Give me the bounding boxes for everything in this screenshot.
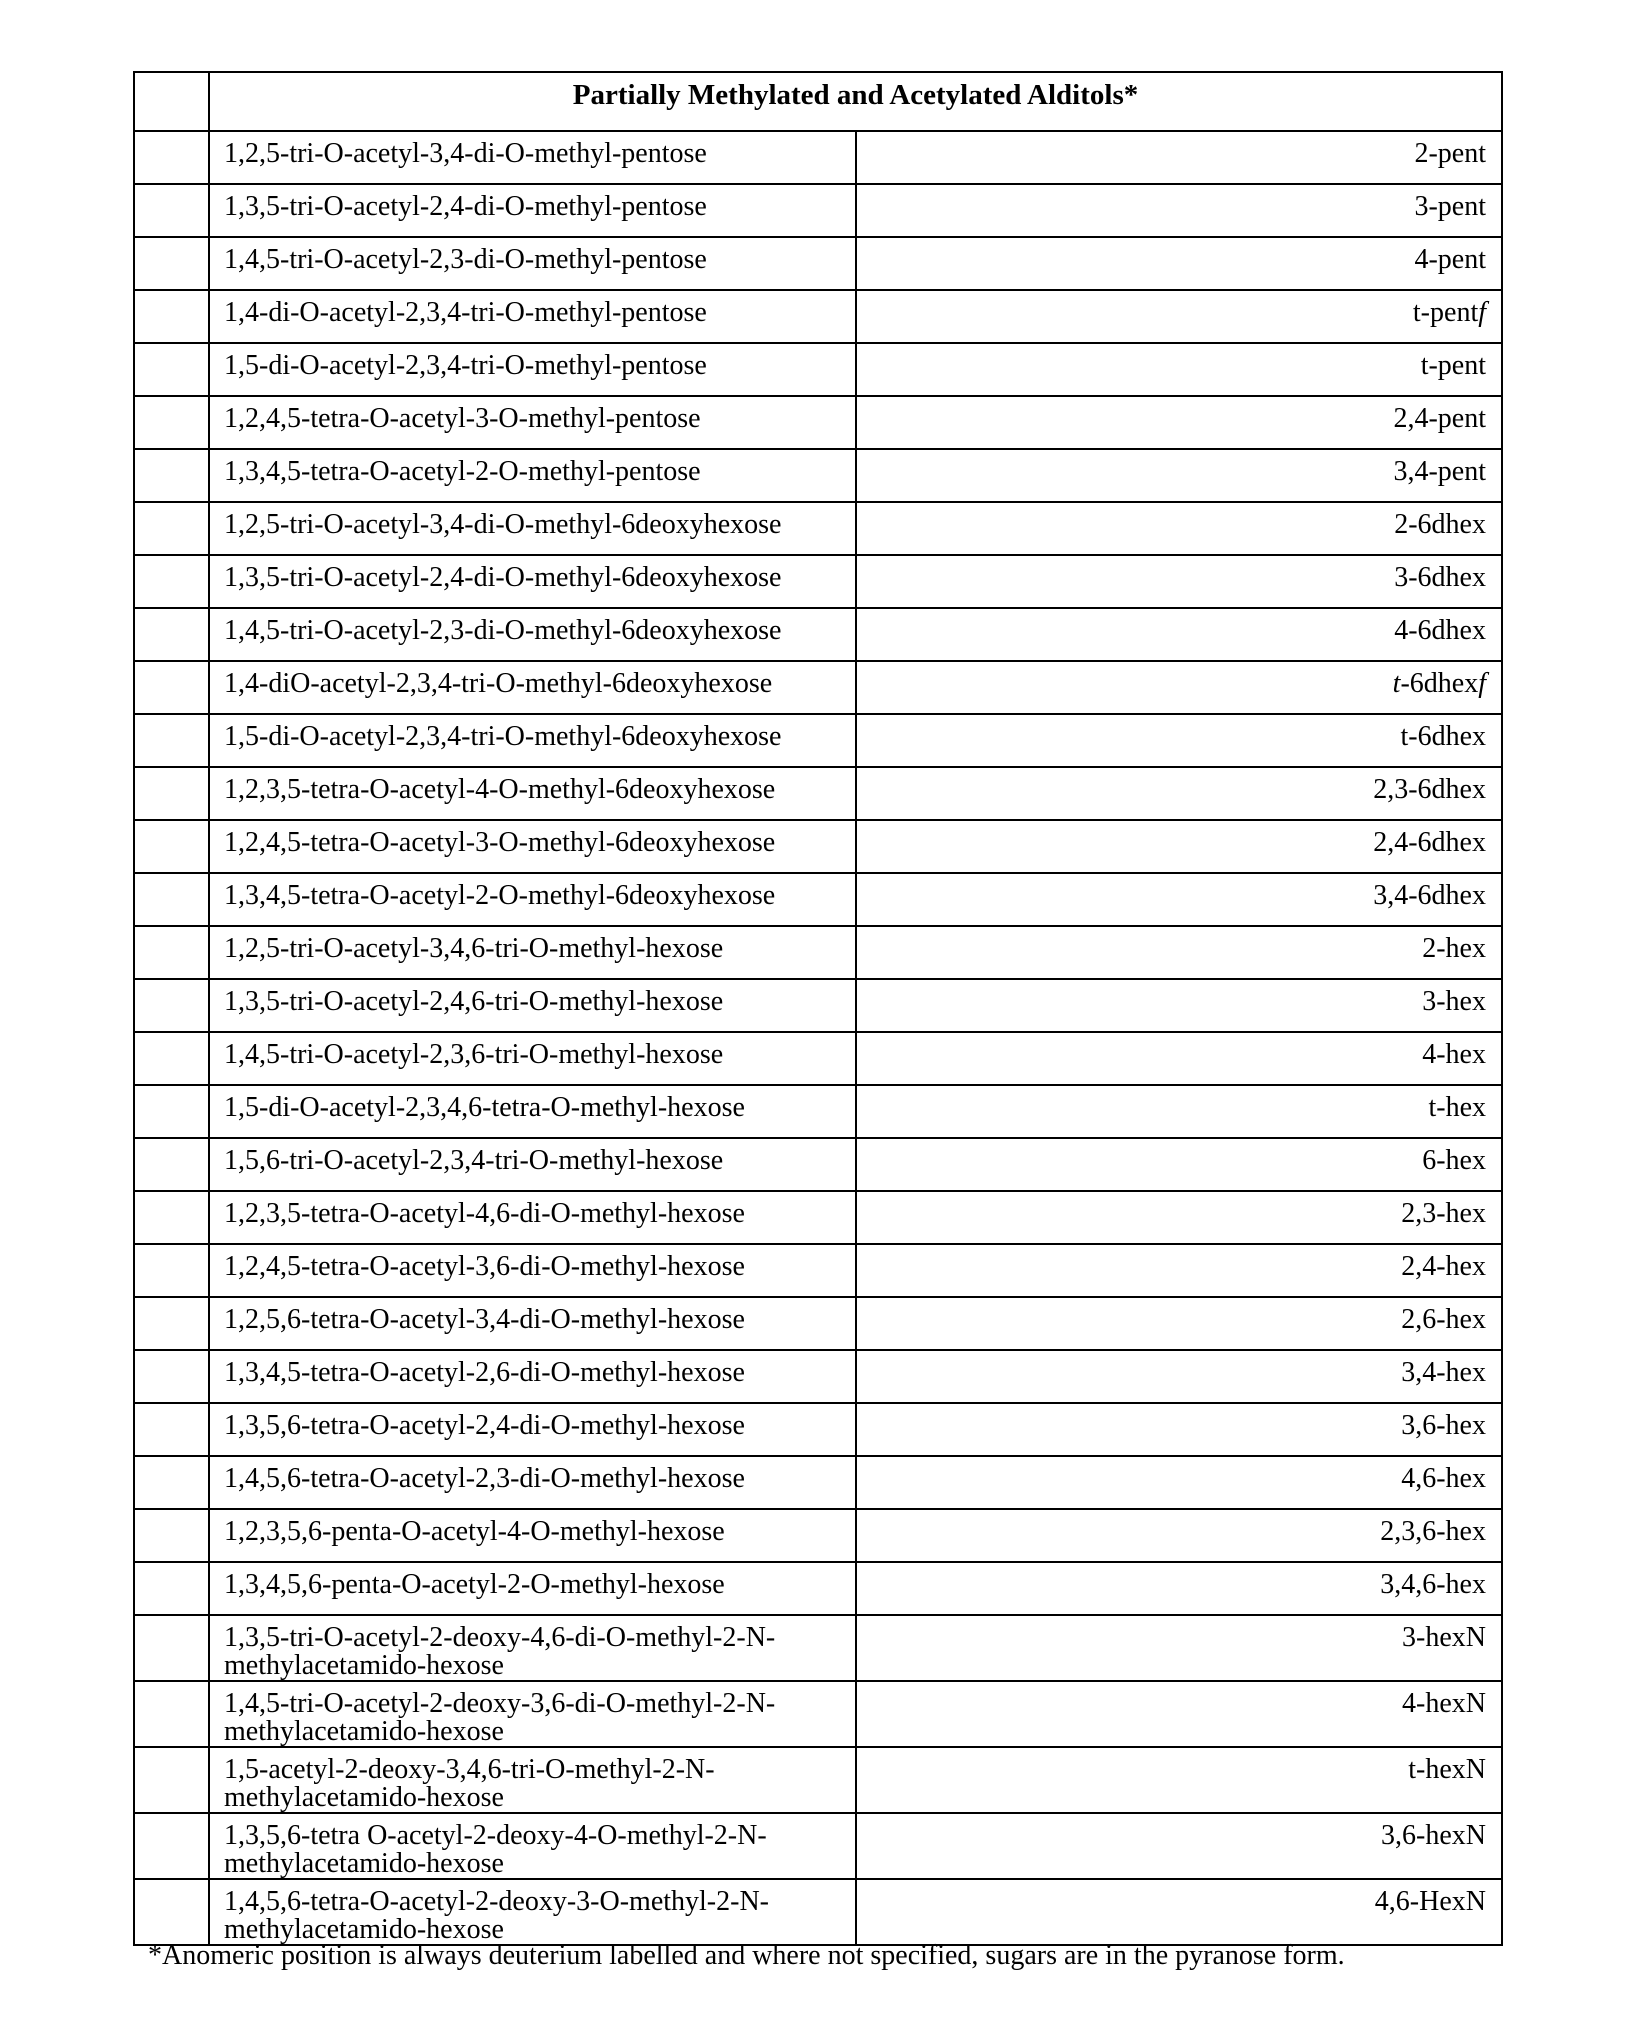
abbreviation-suffix: f (1478, 668, 1486, 699)
blank-cell (134, 1879, 209, 1945)
blank-cell (134, 608, 209, 661)
table-row (134, 396, 1502, 449)
alditol-abbreviation (856, 1244, 1503, 1297)
alditol-name: 1,2,3,5-tetra-O-acetyl-4,6-di-O-methyl-hexose (209, 1191, 856, 1244)
table-row (134, 131, 1502, 184)
table-row (134, 1813, 1502, 1879)
abbreviation-text: 3-hexN (1402, 1622, 1486, 1653)
alditol-name: 1,3,5-tri-O-acetyl-2,4-di-O-methyl-pentose (209, 184, 856, 237)
alditol-name: 1,2,5-tri-O-acetyl-3,4,6-tri-O-methyl-hexose (209, 926, 856, 979)
blank-cell (134, 1813, 209, 1879)
abbreviation-text: 2-hex (1422, 933, 1486, 964)
alditol-abbreviation (856, 1456, 1503, 1509)
alditol-name: 1,3,5-tri-O-acetyl-2,4-di-O-methyl-6deoxyhexose (209, 555, 856, 608)
abbreviation-text: -6dhex (1400, 668, 1479, 699)
table-row (134, 1032, 1502, 1085)
blank-cell (134, 1191, 209, 1244)
blank-cell (134, 290, 209, 343)
alditol-abbreviation (856, 396, 1503, 449)
alditol-abbreviation (856, 1032, 1503, 1085)
abbreviation-suffix: f (1478, 297, 1486, 328)
table-row (134, 820, 1502, 873)
abbreviation-prefix: t (1392, 668, 1401, 699)
alditol-name: 1,3,5-tri-O-acetyl-2-deoxy-4,6-di-O-methyl-2-N-methylacetamido-hexose (209, 1615, 856, 1681)
blank-cell (134, 1747, 209, 1813)
table-row (134, 1085, 1502, 1138)
blank-cell (134, 979, 209, 1032)
abbreviation-text: 4-hex (1422, 1039, 1486, 1070)
alditol-abbreviation (856, 1879, 1503, 1945)
alditol-name: 1,5,6-tri-O-acetyl-2,3,4-tri-O-methyl-hexose (209, 1138, 856, 1191)
blank-cell (134, 502, 209, 555)
blank-cell (134, 714, 209, 767)
abbreviation-text: 4,6-HexN (1374, 1886, 1486, 1917)
abbreviation-text: 3-6dhex (1394, 562, 1486, 593)
table-row (134, 449, 1502, 502)
blank-cell (134, 396, 209, 449)
alditol-name: 1,3,5,6-tetra-O-acetyl-2,4-di-O-methyl-hexose (209, 1403, 856, 1456)
alditol-name: 1,2,3,5,6-penta-O-acetyl-4-O-methyl-hexose (209, 1509, 856, 1562)
alditol-name: 1,4,5-tri-O-acetyl-2-deoxy-3,6-di-O-methyl-2-N-methylacetamido-hexose (209, 1681, 856, 1747)
blank-cell (134, 1403, 209, 1456)
blank-cell (134, 1456, 209, 1509)
table-title: Partially Methylated and Acetylated Alditols* (209, 72, 1502, 131)
table-row (134, 1879, 1502, 1945)
abbreviation-text: 4-pent (1414, 244, 1486, 275)
abbreviation-text: 4,6-hex (1401, 1463, 1486, 1494)
alditol-abbreviation (856, 1747, 1503, 1813)
blank-cell (134, 1615, 209, 1681)
alditol-name: 1,2,4,5-tetra-O-acetyl-3-O-methyl-6deoxyhexose (209, 820, 856, 873)
blank-cell (134, 1138, 209, 1191)
abbreviation-text: t-pent (1420, 350, 1486, 381)
abbreviation-text: 3,4-pent (1393, 456, 1486, 487)
alditol-abbreviation (856, 1191, 1503, 1244)
abbreviation-text: 2,3-hex (1401, 1198, 1486, 1229)
table-row (134, 1244, 1502, 1297)
blank-cell (134, 873, 209, 926)
alditol-name: 1,2,5-tri-O-acetyl-3,4-di-O-methyl-pentose (209, 131, 856, 184)
alditol-abbreviation (856, 714, 1503, 767)
abbreviation-text: 4-6dhex (1394, 615, 1486, 646)
abbreviation-text: 2-6dhex (1394, 509, 1486, 540)
blank-cell (134, 1350, 209, 1403)
alditol-abbreviation (856, 184, 1503, 237)
alditol-abbreviation (856, 502, 1503, 555)
alditol-abbreviation (856, 1403, 1503, 1456)
alditols-table (133, 71, 1503, 1946)
abbreviation-text: 3,4-6dhex (1373, 880, 1486, 911)
table-row (134, 1191, 1502, 1244)
abbreviation-text: t-hexN (1408, 1754, 1486, 1785)
table-row (134, 661, 1502, 714)
table-row (134, 1456, 1502, 1509)
blank-cell (134, 767, 209, 820)
table-row (134, 767, 1502, 820)
abbreviation-text: 2,3-6dhex (1373, 774, 1486, 805)
table-row (134, 1681, 1502, 1747)
alditol-abbreviation (856, 1138, 1503, 1191)
alditol-name: 1,4,5-tri-O-acetyl-2,3,6-tri-O-methyl-hexose (209, 1032, 856, 1085)
alditol-name: 1,4,5-tri-O-acetyl-2,3-di-O-methyl-pentose (209, 237, 856, 290)
table-row (134, 1297, 1502, 1350)
abbreviation-text: t-pent (1412, 297, 1479, 328)
blank-cell (134, 1509, 209, 1562)
alditol-abbreviation (856, 343, 1503, 396)
alditol-abbreviation (856, 820, 1503, 873)
blank-cell (134, 72, 209, 131)
table-row (134, 1403, 1502, 1456)
alditol-name: 1,2,3,5-tetra-O-acetyl-4-O-methyl-6deoxyhexose (209, 767, 856, 820)
footnote: *Anomeric position is always deuterium labelled and where not specified, sugars are in the pyranose form. (148, 1940, 1345, 1971)
alditol-abbreviation (856, 608, 1503, 661)
alditol-name: 1,3,5,6-tetra O-acetyl-2-deoxy-4-O-methyl-2-N-methylacetamido-hexose (209, 1813, 856, 1879)
blank-cell (134, 926, 209, 979)
table-row (134, 926, 1502, 979)
table-row (134, 714, 1502, 767)
table-row (134, 1138, 1502, 1191)
table-row (134, 555, 1502, 608)
alditol-abbreviation (856, 449, 1503, 502)
blank-cell (134, 1681, 209, 1747)
table-row (134, 343, 1502, 396)
abbreviation-text: 3-hex (1422, 986, 1486, 1017)
alditol-abbreviation (856, 1562, 1503, 1615)
table-row (134, 1747, 1502, 1813)
table-body (134, 72, 1502, 1945)
alditol-abbreviation (856, 1509, 1503, 1562)
alditol-abbreviation (856, 1615, 1503, 1681)
blank-cell (134, 1244, 209, 1297)
alditol-abbreviation (856, 1813, 1503, 1879)
alditol-name: 1,4,5,6-tetra-O-acetyl-2-deoxy-3-O-methyl-2-N-methylacetamido-hexose (209, 1879, 856, 1945)
alditol-name: 1,5-di-O-acetyl-2,3,4-tri-O-methyl-pentose (209, 343, 856, 396)
blank-cell (134, 820, 209, 873)
abbreviation-text: 3,6-hex (1401, 1410, 1486, 1441)
table-row (134, 1509, 1502, 1562)
alditol-abbreviation (856, 1681, 1503, 1747)
abbreviation-text: 2,3,6-hex (1380, 1516, 1486, 1547)
abbreviation-text: t-6dhex (1400, 721, 1486, 752)
abbreviation-text: 3-pent (1414, 191, 1486, 222)
abbreviation-text: 4-hexN (1402, 1688, 1486, 1719)
table-row (134, 237, 1502, 290)
abbreviation-text: 2,4-hex (1401, 1251, 1486, 1282)
blank-cell (134, 1032, 209, 1085)
alditol-name: 1,4-di-O-acetyl-2,3,4-tri-O-methyl-pentose (209, 290, 856, 343)
alditol-abbreviation (856, 661, 1503, 714)
alditol-abbreviation (856, 873, 1503, 926)
table-row (134, 1562, 1502, 1615)
abbreviation-text: 2,6-hex (1401, 1304, 1486, 1335)
alditol-name: 1,5-acetyl-2-deoxy-3,4,6-tri-O-methyl-2-N-methylacetamido-hexose (209, 1747, 856, 1813)
alditol-abbreviation (856, 1350, 1503, 1403)
blank-cell (134, 1562, 209, 1615)
alditol-name: 1,5-di-O-acetyl-2,3,4,6-tetra-O-methyl-hexose (209, 1085, 856, 1138)
alditol-abbreviation (856, 979, 1503, 1032)
table-row (134, 502, 1502, 555)
table-row (134, 1350, 1502, 1403)
table-row (134, 184, 1502, 237)
table-row (134, 608, 1502, 661)
blank-cell (134, 1085, 209, 1138)
alditol-name: 1,2,5-tri-O-acetyl-3,4-di-O-methyl-6deoxyhexose (209, 502, 856, 555)
blank-cell (134, 237, 209, 290)
alditol-abbreviation (856, 1085, 1503, 1138)
abbreviation-text: 2,4-6dhex (1373, 827, 1486, 858)
alditol-abbreviation (856, 555, 1503, 608)
alditol-abbreviation (856, 926, 1503, 979)
alditol-name: 1,3,4,5-tetra-O-acetyl-2,6-di-O-methyl-hexose (209, 1350, 856, 1403)
alditol-abbreviation (856, 290, 1503, 343)
alditol-name: 1,3,4,5-tetra-O-acetyl-2-O-methyl-6deoxyhexose (209, 873, 856, 926)
abbreviation-text: t-hex (1428, 1092, 1486, 1123)
alditol-name: 1,5-di-O-acetyl-2,3,4-tri-O-methyl-6deoxyhexose (209, 714, 856, 767)
alditol-name: 1,3,4,5,6-penta-O-acetyl-2-O-methyl-hexose (209, 1562, 856, 1615)
alditol-name: 1,2,4,5-tetra-O-acetyl-3,6-di-O-methyl-hexose (209, 1244, 856, 1297)
alditol-abbreviation (856, 131, 1503, 184)
alditol-abbreviation (856, 237, 1503, 290)
alditol-abbreviation (856, 1297, 1503, 1350)
table-row (134, 1615, 1502, 1681)
abbreviation-text: 2-pent (1414, 138, 1486, 169)
table-row (134, 979, 1502, 1032)
abbreviation-text: 3,4-hex (1401, 1357, 1486, 1388)
abbreviation-text: 6-hex (1422, 1145, 1486, 1176)
abbreviation-text: 2,4-pent (1393, 403, 1486, 434)
blank-cell (134, 184, 209, 237)
blank-cell (134, 661, 209, 714)
blank-cell (134, 343, 209, 396)
abbreviation-text: 3,6-hexN (1381, 1820, 1486, 1851)
alditol-name: 1,4,5,6-tetra-O-acetyl-2,3-di-O-methyl-hexose (209, 1456, 856, 1509)
alditol-name: 1,2,5,6-tetra-O-acetyl-3,4-di-O-methyl-hexose (209, 1297, 856, 1350)
alditol-abbreviation (856, 767, 1503, 820)
alditol-name: 1,4-diO-acetyl-2,3,4-tri-O-methyl-6deoxyhexose (209, 661, 856, 714)
abbreviation-text: 3,4,6-hex (1380, 1569, 1486, 1600)
table-title-row (134, 72, 1502, 131)
alditol-name: 1,2,4,5-tetra-O-acetyl-3-O-methyl-pentose (209, 396, 856, 449)
blank-cell (134, 1297, 209, 1350)
alditol-name: 1,3,5-tri-O-acetyl-2,4,6-tri-O-methyl-hexose (209, 979, 856, 1032)
table-row (134, 290, 1502, 343)
table-row (134, 873, 1502, 926)
alditol-name: 1,3,4,5-tetra-O-acetyl-2-O-methyl-pentose (209, 449, 856, 502)
blank-cell (134, 449, 209, 502)
blank-cell (134, 131, 209, 184)
blank-cell (134, 555, 209, 608)
alditol-name: 1,4,5-tri-O-acetyl-2,3-di-O-methyl-6deoxyhexose (209, 608, 856, 661)
